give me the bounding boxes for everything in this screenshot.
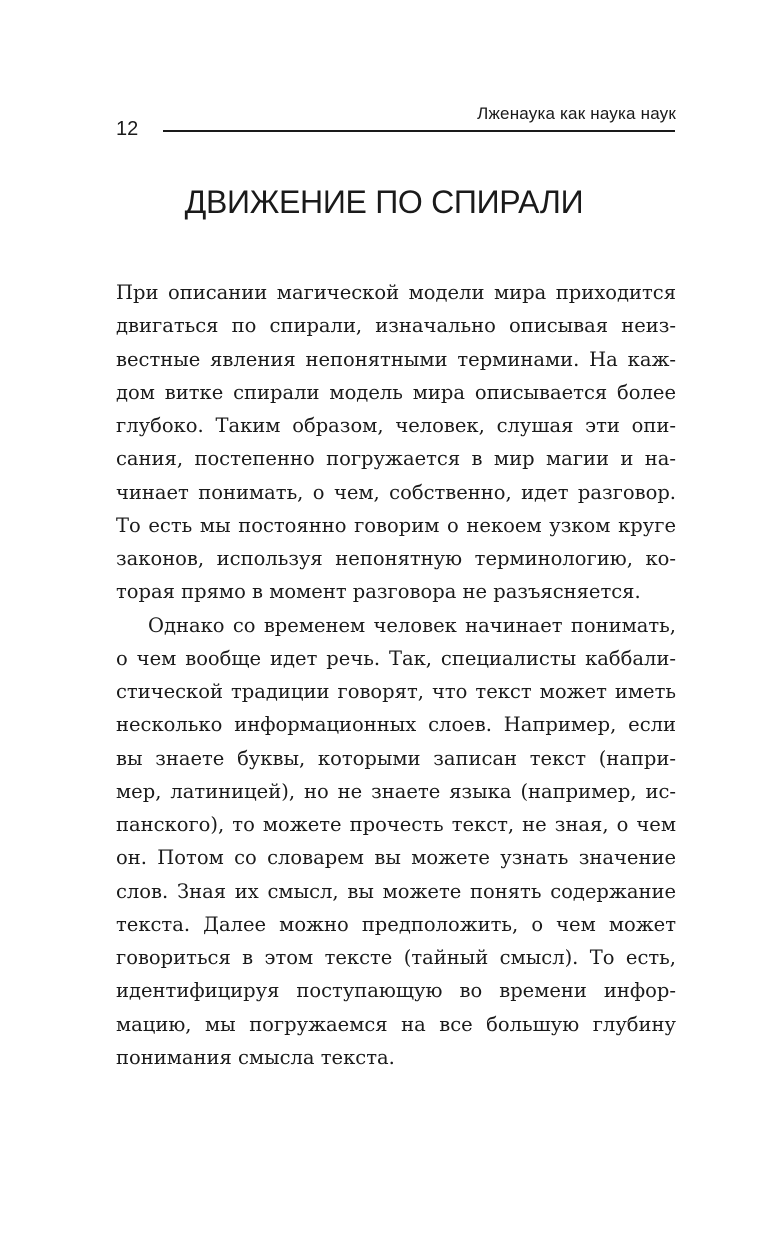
text-line: текста. Далее можно предположить, о чем может bbox=[116, 912, 676, 936]
text-line: дом витке спирали модель мира описывается более bbox=[116, 380, 676, 404]
text-line: вы знаете буквы, которыми записан текст (напри- bbox=[116, 746, 676, 770]
text-line: говориться в этом тексте (тайный смысл). То есть, bbox=[116, 946, 676, 969]
header-rule bbox=[163, 130, 675, 132]
text-line: законов, используя непонятную терминологию, ко- bbox=[116, 547, 676, 570]
text-line: чинает понимать, о чем, собственно, идет разговор. bbox=[116, 480, 676, 504]
text-line: торая прямо в момент разговора не разъясняется. bbox=[116, 580, 641, 604]
text-line: идентифицируя поступающую во времени инфор- bbox=[116, 979, 676, 1003]
paragraph-2 bbox=[116, 609, 676, 1075]
text-line: стической традиции говорят, что текст может иметь bbox=[116, 680, 676, 703]
page-number: 12 bbox=[116, 118, 139, 140]
text-line: глубоко. Таким образом, человек, слушая эти опи- bbox=[116, 414, 676, 437]
text-line: Однако со временем человек начинает понимать, bbox=[148, 613, 676, 637]
text-line: слов. Зная их смысл, вы можете понять содержание bbox=[116, 879, 676, 903]
text-line: понимания смысла текста. bbox=[116, 1045, 395, 1069]
text-line: он. Потом со словарем вы можете узнать значение bbox=[116, 846, 676, 870]
running-head-title: Лженаука как наука наук bbox=[477, 104, 676, 123]
text-line: несколько информационных слоев. Например, если bbox=[116, 713, 676, 737]
text-line: о чем вообще идет речь. Так, специалисты каббали- bbox=[116, 646, 676, 670]
text-line: мер, латиницей), но не знаете языка (например, ис- bbox=[116, 779, 676, 803]
chapter-title: ДВИЖЕНИЕ ПО СПИРАЛИ bbox=[184, 184, 584, 220]
text-line: панского), то можете прочесть текст, не зная, о чем bbox=[116, 813, 676, 836]
paragraph-1 bbox=[116, 276, 676, 609]
text-line: При описании магической модели мира приходится bbox=[116, 281, 676, 304]
text-line: двигаться по спирали, изначально описывая неиз- bbox=[116, 314, 676, 338]
text-line: То есть мы постоянно говорим о некоем узком круге bbox=[116, 513, 676, 537]
text-line: мацию, мы погружаемся на все большую глубину bbox=[116, 1012, 676, 1036]
text-line: сания, постепенно погружается в мир магии и на- bbox=[116, 447, 676, 471]
body-text bbox=[116, 276, 676, 1074]
text-line: вестные явления непонятными терминами. На каж- bbox=[116, 347, 676, 371]
